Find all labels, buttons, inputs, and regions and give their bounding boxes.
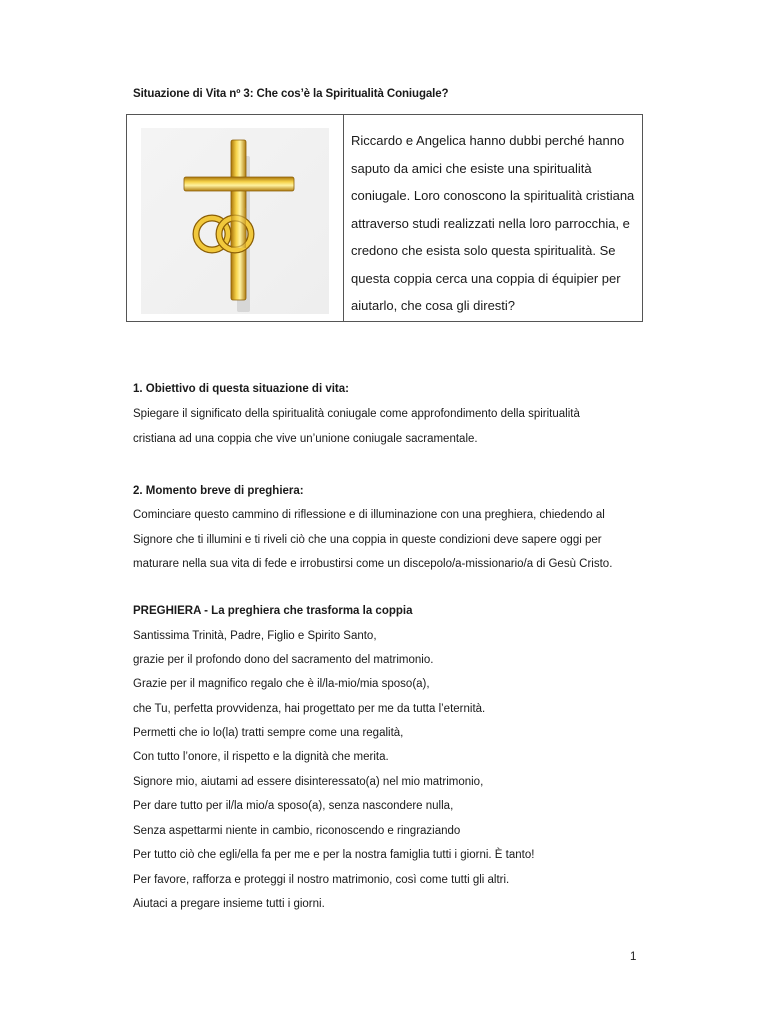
prayer-line: Signore mio, aiutami ad essere disinteressato(a) nel mio matrimonio, — [133, 776, 484, 788]
paragraph-line: Cominciare questo cammino di riflessione e di illuminazione con una preghiera, chiedendo al — [133, 509, 605, 521]
intro-table — [126, 114, 643, 322]
intro-image — [141, 128, 329, 314]
intro-line: credono che esista solo questa spiritualità. Se — [351, 243, 616, 258]
prayer-line: Aiutaci a pregare insieme tutti i giorni. — [133, 898, 325, 910]
section1-paragraph — [133, 402, 639, 451]
intro-line: Riccardo e Angelica hanno dubbi perché hanno — [351, 133, 625, 148]
prayer-line: che Tu, perfetta provvidenza, hai progettato per me da tutta l’eternità. — [133, 703, 486, 715]
prayer-line: Santissima Trinità, Padre, Figlio e Spirito Santo, — [133, 630, 377, 642]
paragraph-line: Signore che ti illumini e ti riveli ciò che una coppia in queste condizioni deve sapere oggi per — [133, 533, 602, 546]
prayer-line: Permetti che io lo(la) tratti sempre come una regalità, — [133, 727, 404, 739]
cross-with-wedding-rings-icon — [141, 128, 329, 314]
section2-paragraph — [133, 503, 639, 577]
prayer-line: Senza aspettarmi niente in cambio, riconoscendo e ringraziando — [133, 825, 461, 837]
intro-line: saputo da amici che esiste una spiritualità — [351, 160, 592, 176]
intro-line: attraverso studi realizzati nella loro parrocchia, e — [351, 215, 630, 231]
page-number: 1 — [630, 951, 637, 963]
paragraph-line: Spiegare il significato della spiritualità coniugale come approfondimento della spiritualità — [133, 408, 580, 420]
prayer-line: Per dare tutto per il/la mio/a sposo(a), senza nascondere nulla, — [133, 800, 454, 812]
paragraph-line: cristiana ad una coppia che vive un’unione coniugale sacramentale. — [133, 432, 478, 445]
prayer-line: Per tutto ciò che egli/ella fa per me e per la nostra famiglia tutti i giorni. È tanto! — [133, 849, 535, 861]
page-title: Situazione di Vita nº 3: Che cos’è la Spiritualità Coniugale? — [133, 88, 449, 100]
prayer-line: Grazie per il magnifico regalo che è il/la-mio/mia sposo(a), — [133, 678, 430, 690]
intro-line: coniugale. Loro conoscono la spiritualità cristiana — [351, 188, 635, 203]
intro-line: aiutarlo, che cosa gli diresti? — [351, 298, 516, 313]
intro-image-cell — [127, 115, 344, 321]
prayer-line: Per favore, rafforza e proteggi il nostro matrimonio, così come tutti gli altri. — [133, 874, 510, 886]
prayer-heading: PREGHIERA - La preghiera che trasforma la coppia — [133, 605, 413, 617]
section1-heading: 1. Obiettivo di questa situazione di vita: — [133, 383, 349, 395]
intro-text — [344, 115, 642, 321]
section2-heading: 2. Momento breve di preghiera: — [133, 485, 304, 497]
paragraph-line: maturare nella sua vita di fede e irrobustirsi come un discepolo/a-missionario/a di Gesù Cristo. — [133, 558, 613, 570]
intro-line: questa coppia cerca una coppia di équipier per — [351, 270, 621, 286]
prayer-line: grazie per il profondo dono del sacramento del matrimonio. — [133, 654, 434, 666]
prayer-line: Con tutto l’onore, il rispetto e la dignità che merita. — [133, 751, 389, 763]
